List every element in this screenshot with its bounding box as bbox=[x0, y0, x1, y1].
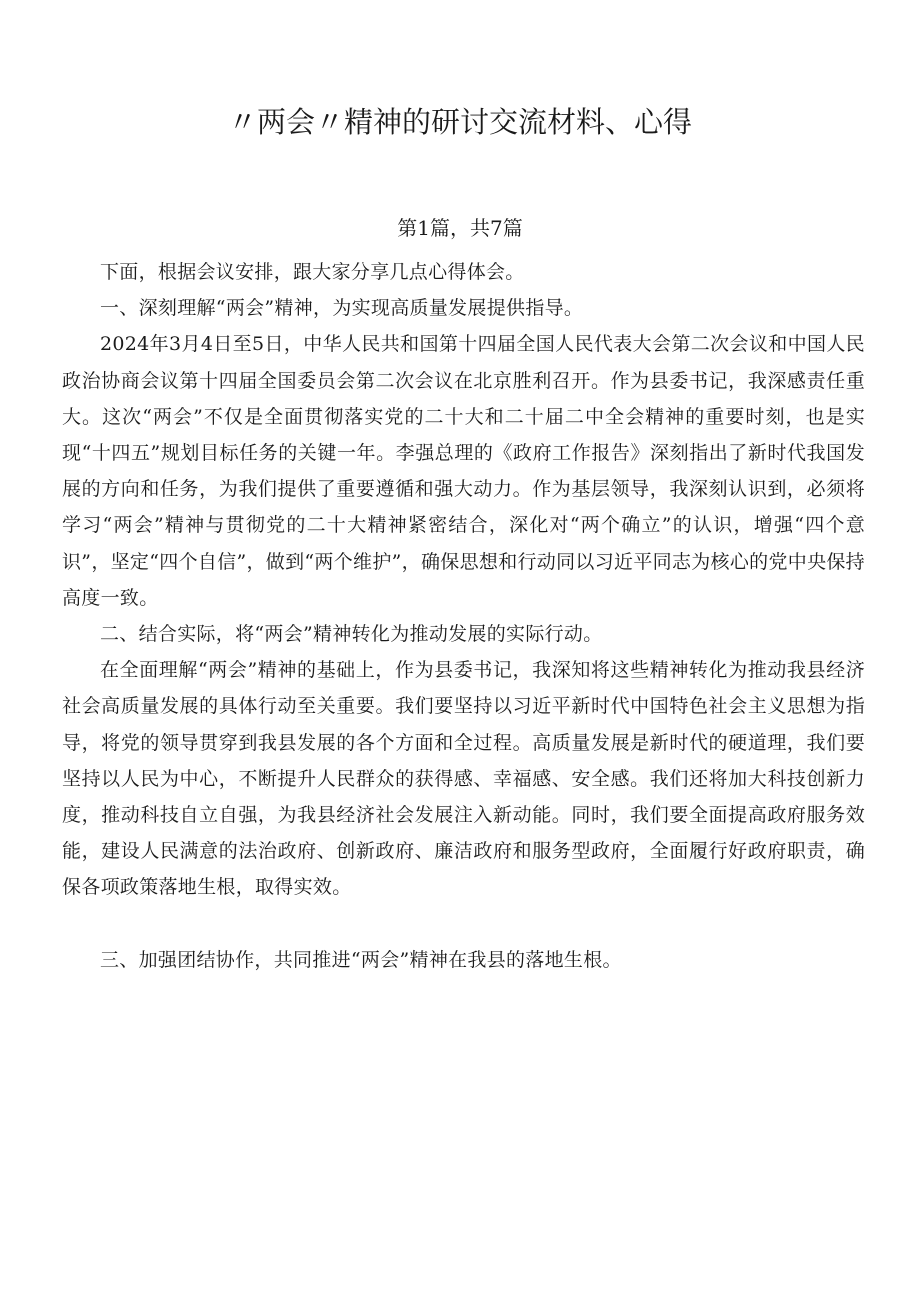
section-2-body: 在全面理解“两会”精神的基础上，作为县委书记，我深知将这些精神转化为推动我县经济社会高质量发展的具体行动至关重要。我们要坚持以习近平新时代中国特色社会主义思想为指导，将党的领导贯穿到我县发展的各个方面和全过程。高质量发展是新时代的硬道理，我们要坚持以人民为中心，不断提升人民群众的获得感、幸福感、安全感。我们还将加大科技创新力度，推动科技自立自强，为我县经济社会发展注入新动能。同时，我们要全面提高政府服务效能，建设人民满意的法治政府、创新政府、廉洁政府和服务型政府，全面履行好政府职责，确保各项政策落地生根，取得实效。 bbox=[62, 659, 865, 899]
intro-paragraph: 下面，根据会议安排，跟大家分享几点心得体会。 bbox=[100, 261, 525, 283]
section-2-heading: 二、结合实际，将“两会”精神转化为推动发展的实际行动。 bbox=[100, 623, 603, 646]
section-1-body: 2024年3月4日至5日，中华人民共和国第十四届全国人民代表大会第二次会议和中国人民政治协商会议第十四届全国委员会第二次会议在北京胜利召开。作为县委书记，我深感责任重大。这次“两会”不仅是全面贯彻落实党的二十大和二十届二中全会精神的重要时刻，也是实现“十四五”规划目标任务的关键一年。李强总理的《政府工作报告》深刻指出了新时代我国发展的方向和任务，为我们提供了重要遵循和强大动力。作为基层领导，我深刻认识到，必须将学习“两会”精神与贯彻党的二十大精神紧密结合，深化对“两个确立”的认识，增强“四个意识”，坚定“四个自信”，做到“两个维护”，确保思想和行动同以习近平同志为核心的党中央保持高度一致。 bbox=[62, 333, 865, 609]
section-3-heading: 三、加强团结协作，共同推进“两会”精神在我县的落地生根。 bbox=[100, 948, 622, 971]
page-count: 第1篇，共7篇 bbox=[397, 216, 523, 240]
document-title: 〃两会〃精神的研讨交流材料、心得 bbox=[227, 105, 692, 139]
section-1-heading: 一、深刻理解“两会”精神，为实现高质量发展提供指导。 bbox=[100, 297, 584, 320]
document-body bbox=[62, 254, 865, 978]
paragraph-gap bbox=[62, 906, 865, 942]
